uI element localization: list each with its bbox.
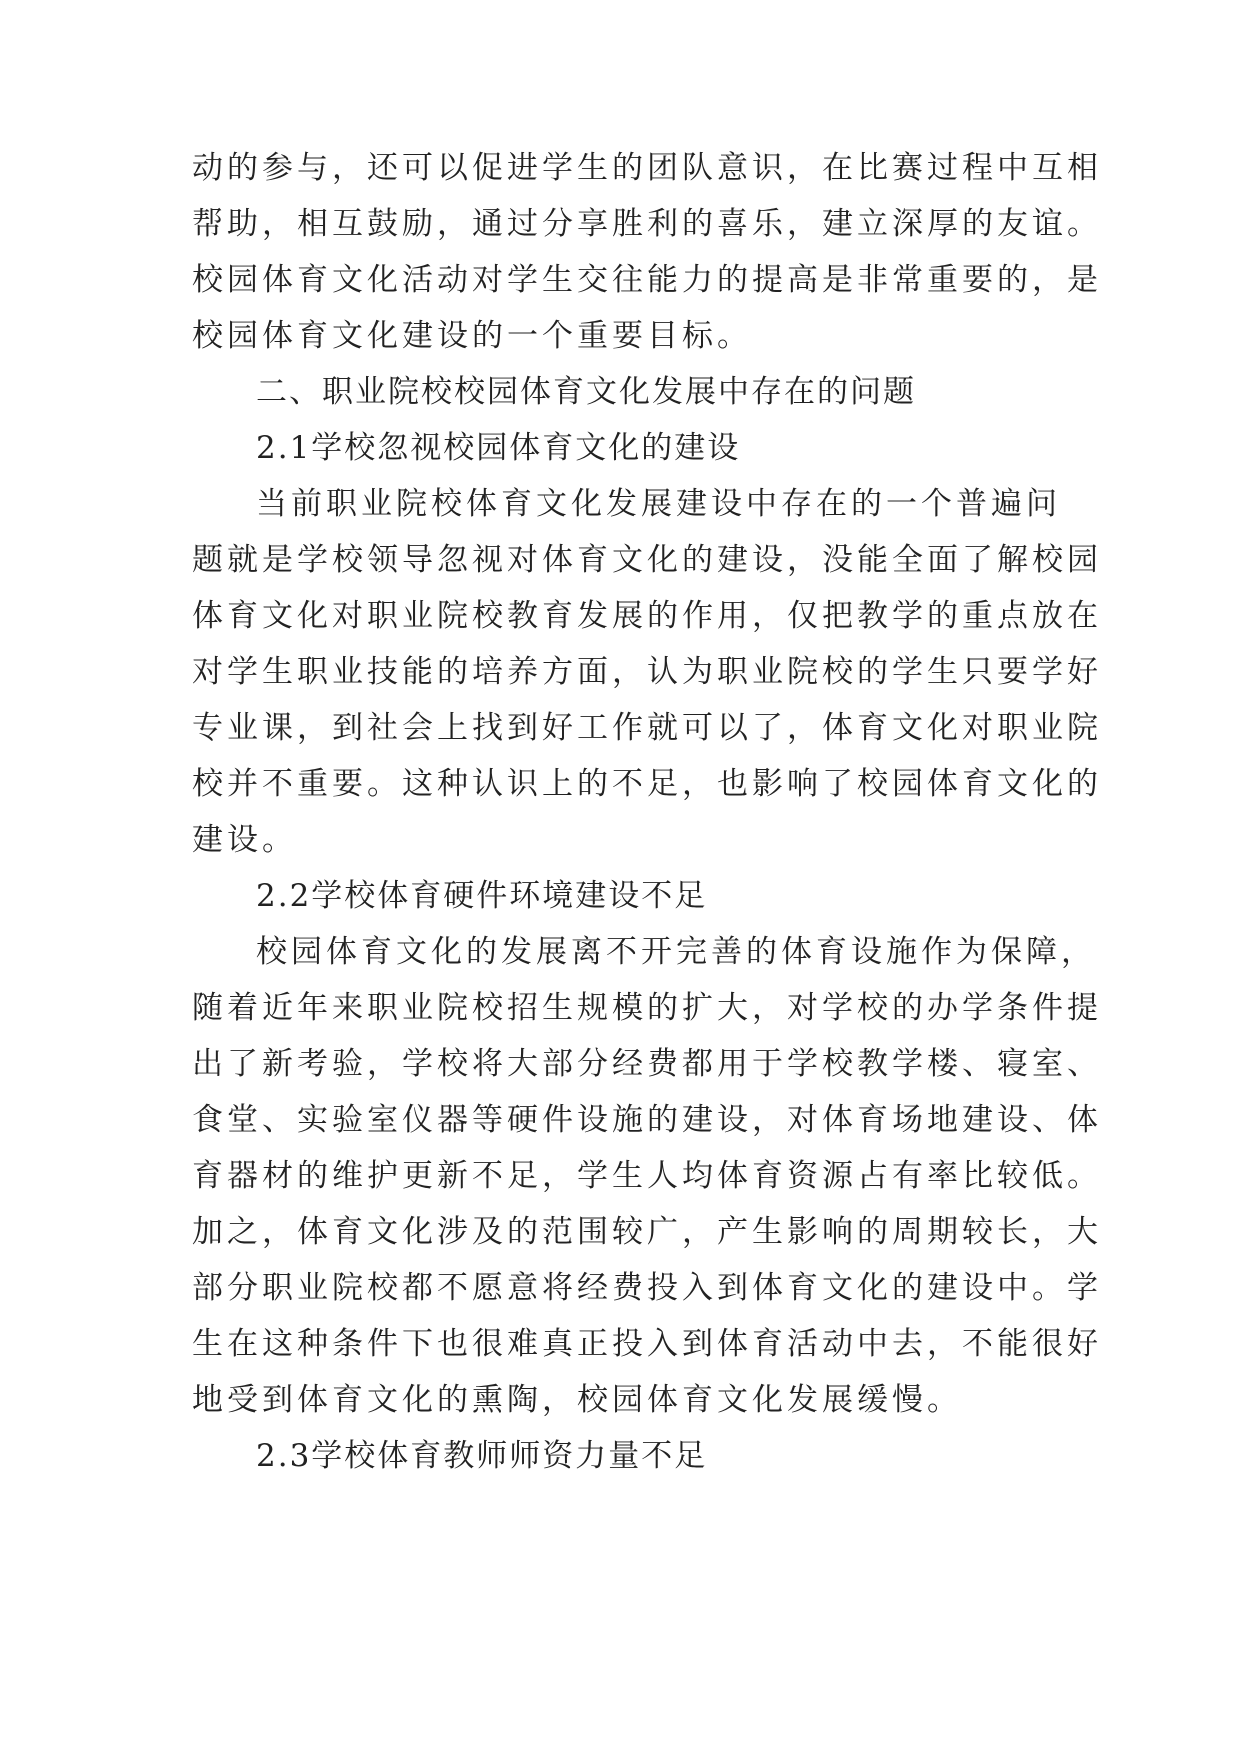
paragraph-line: 随着近年来职业院校招生规模的扩大，对学校的办学条件提 [192,990,1102,1026]
paragraph-line: 当前职业院校体育文化发展建设中存在的一个普遍问 [256,486,1061,522]
paragraph-line: 建设。 [192,822,297,858]
section-heading: 二、职业院校校园体育文化发展中存在的问题 [256,374,916,410]
paragraph-line: 题就是学校领导忽视对体育文化的建设，没能全面了解校园 [192,542,1102,578]
paragraph-line: 动的参与，还可以促进学生的团队意识，在比赛过程中互相 [192,150,1102,186]
paragraph-line: 专业课，到社会上找到好工作就可以了，体育文化对职业院 [192,710,1102,746]
paragraph-line: 育器材的维护更新不足，学生人均体育资源占有率比较低。 [192,1158,1102,1194]
paragraph-line: 校园体育文化的发展离不开完善的体育设施作为保障， [256,934,1096,970]
paragraph-line: 体育文化对职业院校教育发展的作用，仅把教学的重点放在 [192,598,1102,634]
paragraph-line: 生在这种条件下也很难真正投入到体育活动中去，不能很好 [192,1326,1102,1362]
paragraph-line: 食堂、实验室仪器等硬件设施的建设，对体育场地建设、体 [192,1102,1102,1138]
paragraph-line: 校园体育文化建设的一个重要目标。 [192,318,752,354]
subsection-heading: 2.2学校体育硬件环境建设不足 [256,878,708,914]
paragraph-line: 校园体育文化活动对学生交往能力的提高是非常重要的，是 [192,262,1102,298]
paragraph-line: 出了新考验，学校将大部分经费都用于学校教学楼、寝室、 [192,1046,1102,1082]
paragraph-line: 校并不重要。这种认识上的不足，也影响了校园体育文化的 [192,766,1102,802]
paragraph-line: 对学生职业技能的培养方面，认为职业院校的学生只要学好 [192,654,1102,690]
paragraph-line: 帮助，相互鼓励，通过分享胜利的喜乐，建立深厚的友谊。 [192,206,1102,242]
subsection-heading: 2.3学校体育教师师资力量不足 [256,1438,708,1474]
paragraph-line: 加之，体育文化涉及的范围较广，产生影响的周期较长，大 [192,1214,1102,1250]
subsection-heading: 2.1学校忽视校园体育文化的建设 [256,430,741,466]
paragraph-line: 地受到体育文化的熏陶，校园体育文化发展缓慢。 [192,1382,962,1418]
paragraph-line: 部分职业院校都不愿意将经费投入到体育文化的建设中。学 [192,1270,1102,1306]
